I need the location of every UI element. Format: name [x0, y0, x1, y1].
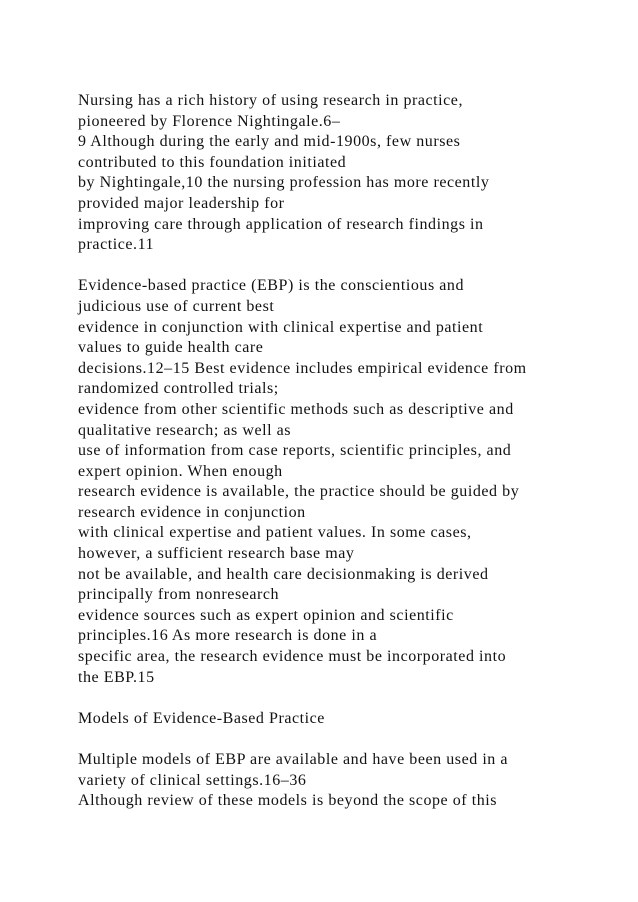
text-line: with clinical expertise and patient values. In some cases, — [78, 524, 472, 542]
text-line: decisions.12–15 Best evidence includes empirical evidence from — [78, 359, 527, 377]
text-line: pioneered by Florence Nightingale.6– — [78, 112, 341, 130]
text-line: improving care through application of research findings in — [78, 215, 484, 233]
text-line: Nursing has a rich history of using research in practice, — [78, 92, 464, 109]
text-line: practice.11 — [78, 236, 155, 254]
text-line: provided major leadership for — [78, 194, 285, 212]
text-line: not be available, and health care decisionmaking is derived — [78, 565, 489, 583]
text-line: evidence in conjunction with clinical expertise and patient — [78, 318, 484, 336]
text-line: principally from nonresearch — [78, 586, 280, 604]
text-line: specific area, the research evidence must be incorporated into — [78, 648, 507, 666]
text-line: research evidence in conjunction — [78, 503, 306, 521]
text-line: the EBP.15 — [78, 668, 155, 686]
text-line: values to guide health care — [78, 339, 264, 357]
text-line: evidence sources such as expert opinion and scientific — [78, 606, 454, 624]
blank-line — [78, 256, 618, 277]
document-body-text — [78, 91, 618, 812]
text-line: expert opinion. When enough — [78, 462, 283, 480]
text-line: however, a sufficient research base may — [78, 545, 355, 563]
text-line: by Nightingale,10 the nursing profession has more recently — [78, 174, 490, 192]
text-line: variety of clinical settings.16–36 — [78, 771, 307, 789]
text-line: 9 Although during the early and mid-1900s, few nurses — [78, 133, 461, 151]
text-line: Multiple models of EBP are available and have been used in a — [78, 751, 509, 768]
text-line: qualitative research; as well as — [78, 421, 292, 439]
text-line: Models of Evidence-Based Practice — [78, 709, 325, 727]
text-line: Although review of these models is beyond the scope of this — [78, 792, 498, 810]
text-line: evidence from other scientific methods such as descriptive and — [78, 400, 514, 418]
blank-line — [78, 729, 618, 750]
text-line: principles.16 As more research is done in a — [78, 627, 378, 645]
text-line: judicious use of current best — [78, 297, 275, 315]
text-line: research evidence is available, the practice should be guided by — [78, 483, 520, 501]
blank-line — [78, 688, 618, 709]
text-line: Evidence-based practice (EBP) is the conscientious and — [78, 277, 465, 295]
text-line: contributed to this foundation initiated — [78, 153, 347, 171]
text-line: randomized controlled trials; — [78, 380, 279, 398]
text-line: use of information from case reports, scientific principles, and — [78, 442, 512, 460]
